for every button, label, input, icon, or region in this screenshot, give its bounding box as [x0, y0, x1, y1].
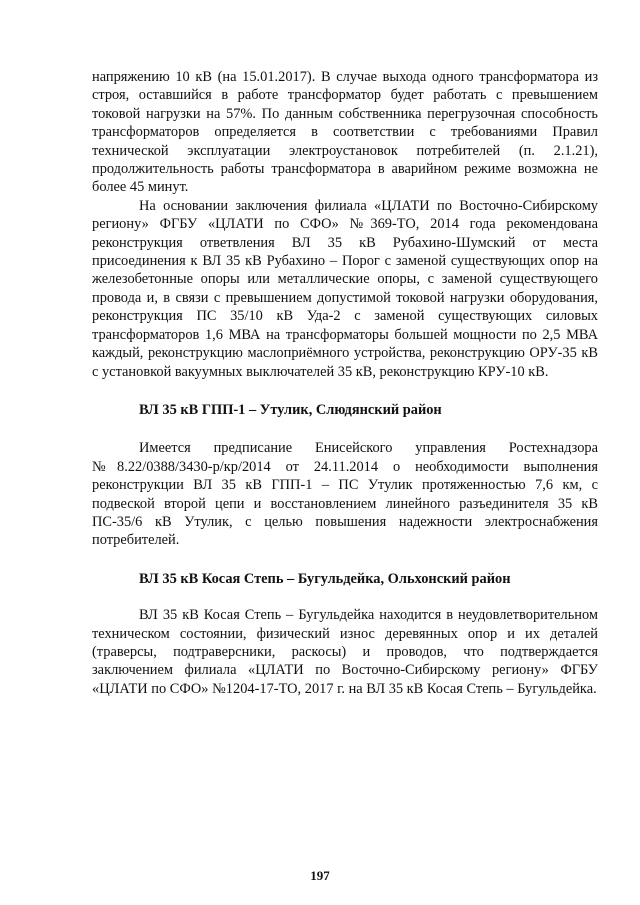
- section-heading-gpp1-utulik: ВЛ 35 кВ ГПП-1 – Утулик, Слюдянский район: [139, 401, 442, 418]
- paragraph-continuation: напряжению 10 кВ (на 15.01.2017). В случае выхода одного трансформатора из строя, оставшийся в работе трансформатор будет работать с превышением токовой нагрузки на 57%. По данным собственника перегрузочная способность трансформаторов определяется в соответствии с требованиями Правил технической эксплуатации электроустановок потребителей (п. 2.1.21), продолжительность работы трансформатора в аварийном режиме возможна не более 45 минут.: [92, 69, 598, 196]
- paragraph-tslati-conclusion: На основании заключения филиала «ЦЛАТИ по Восточно-Сибирскому региону» ФГБУ «ЦЛАТИ по СФО» №369-ТО, 2014 года рекомендована реконструкция ответвления ВЛ 35 кВ Рубахино-Шумский от места присоединения к ВЛ 35 кВ Рубахино – Порог с заменой существующих опор на железобетонные опоры или металлические опоры, с заменой существующего провода и, в связи с превышением допустимой токовой нагрузки оборудования, реконструкция ПС 35/10 кВ Уда-2 с заменой существующих силовых трансформаторов 1,6 МВА на трансформаторы большей мощности по 2,5 МВА каждый, реконструкцию маслоприёмного устройства, реконструкцию ОРУ-35 кВ с установкой вакуумных выключателей 35 кВ, реконструкцию КРУ-10 кВ.: [92, 197, 598, 380]
- section-heading-kosaya-step: ВЛ 35 кВ Косая Степь – Бугульдейка, Ольхонский район: [139, 570, 511, 587]
- document-body: [92, 68, 598, 698]
- page-number: 197: [310, 868, 330, 883]
- paragraph-rostekhnadzor-order: Имеется предписание Енисейского управления Ростехнадзора №8.22/0388/3430-р/кр/2014 от 24.11.2014 о необходимости выполнения реконструкции ВЛ 35 кВ ГПП-1 – ПС Утулик протяженностью 7,6 км, с подвеской второй цепи и восстановлением линейного разъединителя 35 кВ ПС-35/6 кВ Утулик, с целью повышения надежности электроснабжения потребителей.: [92, 440, 598, 549]
- paragraph-kosaya-step-condition: ВЛ 35 кВ Косая Степь – Бугульдейка находится в неудовлетворительном техническом состоянии, физический износ деревянных опор и их деталей (траверсы, подтраверсники, раскосы) и проводов, что подтверждается заключением филиала «ЦЛАТИ по Восточно-Сибирскому региону» ФГБУ «ЦЛАТИ по СФО» №1204-17-ТО, 2017 г. на ВЛ 35 кВ Косая Степь – Бугульдейка.: [92, 607, 598, 697]
